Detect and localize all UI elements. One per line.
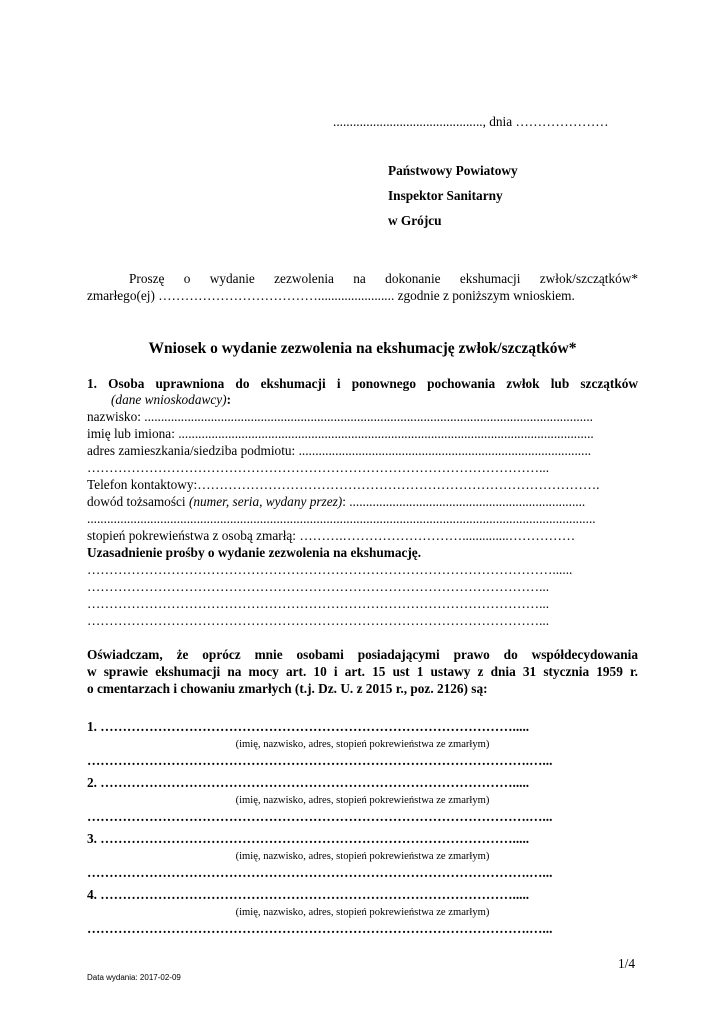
applicant-data-note: (dane wnioskodawcy): [111, 392, 227, 407]
addressee-line-1: Państwowy Powiatowy: [388, 163, 518, 178]
person-dots: ………………………………………………………………………………….....: [100, 831, 530, 846]
intro-line-2: zmarłego(ej) ………………………………....................... zgodnie z poniższym wnioskiem.: [87, 288, 575, 303]
page-number: 1/4: [618, 956, 635, 971]
section-1-subheading: [111, 392, 231, 408]
person-number: 3.: [87, 831, 101, 846]
person-1-field[interactable]: [87, 719, 638, 735]
person-3-hint: (imię, nazwisko, adres, stopień pokrewieństwa ze zmarłym): [235, 851, 490, 862]
intro-line-1: Proszę o wydanie zezwolenia na dokonanie ekshumacji zwłok/szczątków*: [129, 271, 638, 286]
person-4-hint: (imię, nazwisko, adres, stopień pokrewieństwa ze zmarłym): [235, 907, 490, 918]
person-2-field[interactable]: [87, 775, 638, 791]
surname-field[interactable]: nazwisko: .......................................................................................................................................: [87, 409, 594, 424]
justification-line[interactable]: ……………………………………………………………………………………………......: [87, 562, 573, 577]
person-3-field[interactable]: [87, 831, 638, 847]
justification-line[interactable]: …………………………………………………………………………………………...: [87, 613, 550, 628]
phone-field[interactable]: Telefon kontaktowy:……………………………………………………………………………….: [87, 477, 600, 492]
id-document-hint: (numer, seria, wydany przez): [188, 494, 343, 509]
id-document-field[interactable]: [87, 494, 638, 510]
place-date-line: ............................................., dnia …………………: [333, 114, 609, 129]
addressee-line-2: Inspektor Sanitarny: [388, 188, 503, 203]
id-document-label: dowód tożsamości: [87, 494, 189, 509]
declaration-line-2: w sprawie ekshumacji na mocy art. 10 i art. 15 ust 1 ustawy z dnia 31 stycznia 1959 r.: [87, 664, 638, 679]
address-continuation-field[interactable]: …………………………………………………………………………………………...: [87, 460, 550, 475]
declaration-line-3: o cmentarzach i chowaniu zmarłych (t.j. Dz. U. z 2015 r., poz. 2126) są:: [87, 681, 488, 696]
person-number: 2.: [87, 775, 101, 790]
id-document-continuation-field[interactable]: .........................................................................................................................................................: [87, 511, 596, 526]
person-dots: ………………………………………………………………………………….....: [100, 719, 530, 734]
addressee-line-3: w Grójcu: [388, 213, 442, 228]
person-dots: ………………………………………………………………………………….....: [100, 775, 530, 790]
person-4-field[interactable]: [87, 887, 638, 903]
person-number: 4.: [87, 887, 101, 902]
form-title: Wniosek o wydanie zezwolenia na ekshumację zwłok/szczątków*: [148, 340, 577, 357]
declaration-line-1: Oświadczam, że oprócz mnie osobami posiadającymi prawo do współdecydowania: [87, 647, 638, 662]
person-number: 1.: [87, 719, 101, 734]
address-field[interactable]: adres zamieszkania/siedziba podmiotu: ........................................................................................: [87, 443, 592, 458]
justification-line[interactable]: …………………………………………………………………………………………...: [87, 579, 550, 594]
justification-line[interactable]: …………………………………………………………………………………………...: [87, 596, 550, 611]
justification-heading: Uzasadnienie prośby o wydanie zezwolenia na ekshumację.: [87, 545, 422, 560]
firstname-field[interactable]: imię lub imiona: .............................................................................................................................: [87, 426, 594, 441]
person-4-continuation-field[interactable]: ……………………………………………………………………………………….…...: [87, 921, 553, 936]
kinship-field[interactable]: stopień pokrewieństwa z osobą zmarłą: ……….………………………..............……………: [87, 528, 576, 543]
person-1-continuation-field[interactable]: ……………………………………………………………………………………….…...: [87, 753, 553, 768]
person-3-continuation-field[interactable]: ……………………………………………………………………………………….…...: [87, 865, 553, 880]
section-1-heading: 1. Osoba uprawniona do ekshumacji i ponownego pochowania zwłok lub szczątków: [87, 376, 638, 391]
subheading-colon: :: [226, 392, 232, 407]
person-2-hint: (imię, nazwisko, adres, stopień pokrewieństwa ze zmarłym): [235, 795, 490, 806]
issue-date-footer: Data wydania: 2017-02-09: [87, 973, 181, 982]
person-dots: ………………………………………………………………………………….....: [100, 887, 530, 902]
person-1-hint: (imię, nazwisko, adres, stopień pokrewieństwa ze zmarłym): [235, 739, 490, 750]
person-2-continuation-field[interactable]: ……………………………………………………………………………………….…...: [87, 809, 553, 824]
id-document-dots: : .......................................................................: [342, 494, 586, 509]
